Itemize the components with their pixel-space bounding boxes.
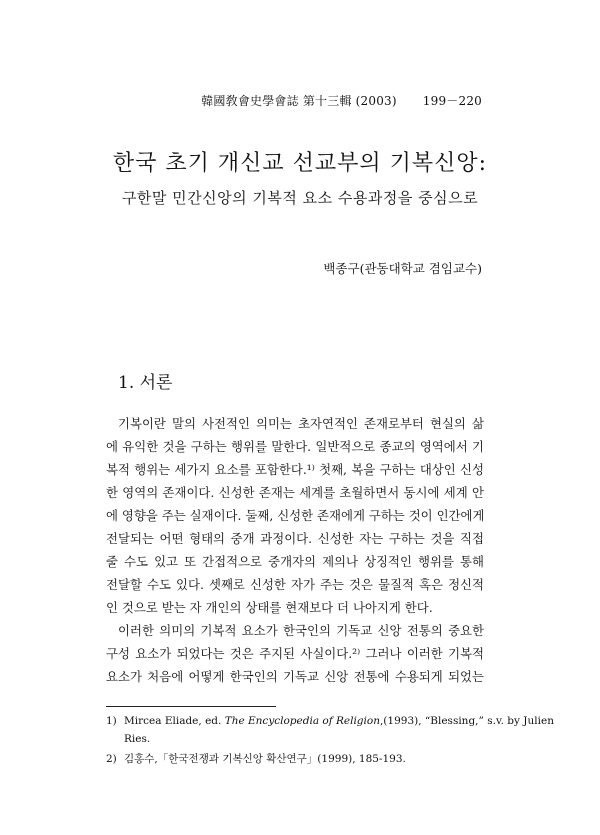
body-line: 에 유익한 것을 구하는 행위를 말한다. 일반적으로 종교의 영역에서 기 (106, 439, 484, 454)
journal-citation: 韓國敎會史學會誌 第十三輯 (2003) (201, 94, 397, 108)
footnote-2 (106, 750, 486, 768)
footnote-text: ,(1993), “Blessing,” s.v. by Julien (379, 715, 554, 727)
author-affiliation: 백종구(관동대학교 겸임교수) (323, 261, 482, 276)
footnote-text: Mircea Eliade, ed. (124, 715, 225, 727)
footnote-continuation: Ries. (124, 733, 151, 745)
section-heading: 1. 서론 (118, 373, 173, 393)
body-line: 전달되는 어떤 형태의 중개 과정이다. 신성한 자는 구하는 것을 직접 (106, 531, 484, 546)
running-head (201, 92, 482, 109)
body-line: 구성 요소가 되었다는 것은 주지된 사실이다.²⁾ 그러나 이러한 기복적 (106, 646, 484, 661)
body-line: 복적 행위는 세가지 요소를 포함한다.¹⁾ 첫째, 복을 구하는 대상인 신성 (106, 462, 484, 477)
page-range: 199－220 (422, 94, 482, 108)
article-subtitle: 구한말 민간신앙의 기복적 요소 수용과정을 중심으로 (121, 189, 479, 207)
body-line: 인 것으로 받는 자 개인의 상태를 현재보다 더 나아지게 한다. (106, 600, 433, 615)
body-text (106, 412, 484, 688)
footnote-book-title: The Encyclopedia of Religion (224, 715, 380, 727)
article-title: 한국 초기 개신교 선교부의 기복신앙: (112, 151, 488, 176)
footnote-text: 김홍수,「한국전쟁과 기복신앙 확산연구」(1999), 185-193. (124, 753, 406, 765)
footnote-number: 1) (106, 715, 117, 727)
body-line: 한 영역의 존재이다. 신성한 존재는 세계를 초월하면서 동시에 세계 안 (106, 485, 484, 500)
footnote-number: 2) (106, 753, 117, 765)
footnotes (106, 712, 554, 768)
footnote-divider (106, 706, 276, 707)
body-line: 줄 수도 있고 또 간접적으로 중개자의 제의나 상징적인 행위를 통해 (106, 554, 484, 569)
body-line: 에 영향을 주는 실재이다. 둘째, 신성한 존재에게 구하는 것이 인간에게 (106, 508, 484, 523)
footnote-1 (106, 712, 554, 748)
body-line: 전달할 수도 있다. 셋째로 신성한 자가 주는 것은 물질적 혹은 정신적 (106, 577, 484, 592)
body-line: 기복이란 말의 사전적인 의미는 초자연적인 존재로부터 현실의 삶 (118, 416, 484, 431)
body-line: 이러한 의미의 기복적 요소가 한국인의 기독교 신앙 전통의 중요한 (118, 623, 484, 638)
body-line: 요소가 처음에 어떻게 한국인의 기독교 신앙 전통에 수용되게 되었는 (106, 669, 484, 684)
